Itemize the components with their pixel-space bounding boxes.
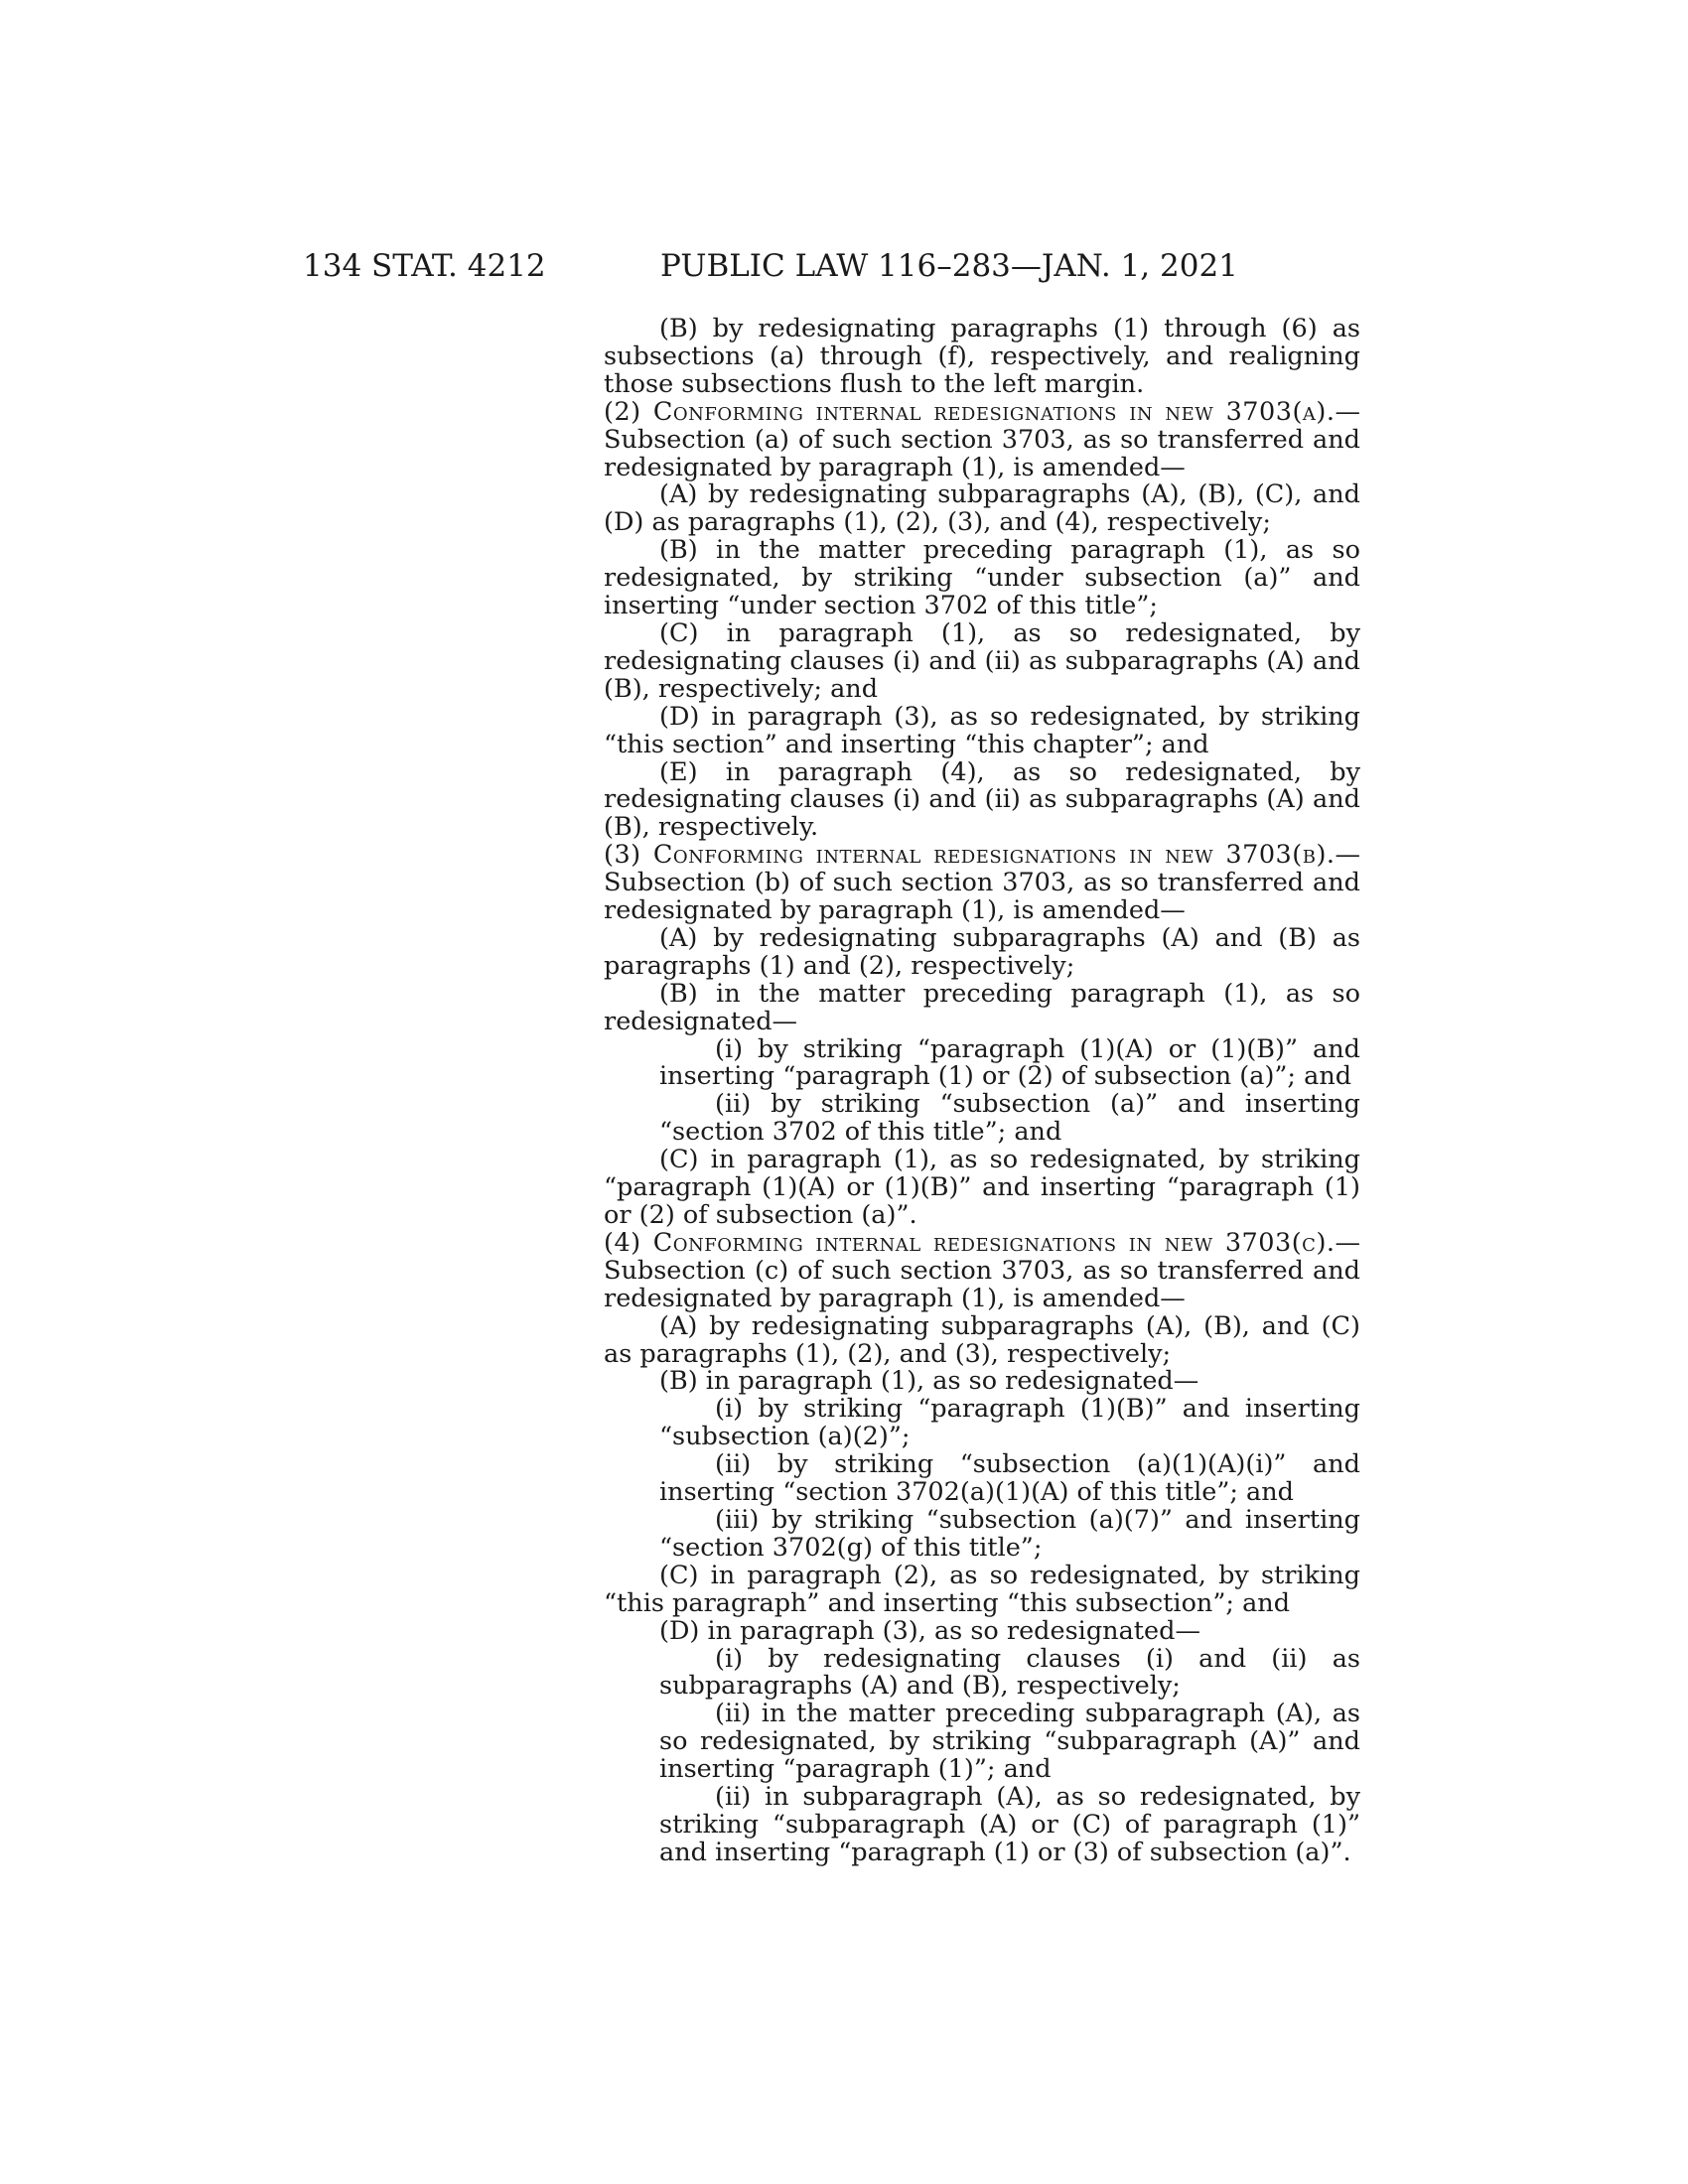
paragraph-text: (A) by redesignating subparagraphs (A), (B), (C), and (D) as paragraphs (1), (2), (3), and (4), respectively; — [604, 479, 1360, 538]
paragraph-text: (C) in paragraph (1), as so redesignated, by striking “paragraph (1)(A) or (1)(B)” and inserting “paragraph (1) or (2) of subsection (a)”. — [604, 1145, 1360, 1230]
clause-paragraph — [548, 978, 1360, 1036]
clause-paragraph — [548, 756, 1360, 843]
clause-paragraph — [548, 1368, 1360, 1396]
clause-paragraph — [548, 481, 1360, 537]
clause-paragraph — [548, 1091, 1360, 1147]
statute-page-number: 134 STAT. 4212 — [303, 248, 546, 284]
clause-paragraph — [548, 1643, 1360, 1702]
paragraph-text: (i) by striking “paragraph (1)(B)” and inserting “subsection (a)(2)”; — [659, 1394, 1360, 1452]
clause-paragraph — [548, 701, 1360, 759]
clause-paragraph — [548, 316, 1360, 399]
paragraph-text: (A) by redesignating subparagraphs (A) and (B) as paragraphs (1) and (2), respectively; — [604, 922, 1360, 981]
public-law-title: PUBLIC LAW 116–283—JAN. 1, 2021 — [660, 248, 1238, 284]
clause-paragraph — [548, 1504, 1360, 1563]
clause-paragraph — [548, 1784, 1360, 1867]
clause-paragraph — [548, 617, 1360, 704]
paragraph-text: (E) in paragraph (4), as so redesignated, by redesignating clauses (i) and (ii) as subparagraphs (A) and (B), respectively. — [604, 756, 1360, 843]
clause-paragraph — [548, 1310, 1360, 1369]
paragraph-text: (iii) by striking “subsection (a)(7)” and inserting “section 3702(g) of this title”; — [659, 1504, 1360, 1563]
section-paragraph — [548, 842, 1360, 925]
section-paragraph — [548, 1227, 1360, 1313]
paragraph-text: (B) in paragraph (1), as so redesignated— — [659, 1366, 1199, 1397]
clause-paragraph — [548, 1615, 1360, 1646]
paragraph-text: (A) by redesignating subparagraphs (A), (B), and (C) as paragraphs (1), (2), and (3), respectively; — [604, 1310, 1360, 1369]
paragraph-text: —Subsection (c) of such section 3703, as so transferred and redesignated by paragraph (1), is amended— — [604, 1227, 1360, 1313]
clause-paragraph — [548, 1033, 1360, 1092]
clause-paragraph — [548, 537, 1360, 620]
clause-paragraph — [548, 1396, 1360, 1451]
clause-paragraph — [548, 1147, 1360, 1230]
document-body — [548, 316, 1360, 1867]
paragraph-text: (B) in the matter preceding paragraph (1), as so redesignated— — [604, 978, 1360, 1036]
paragraph-heading: (3) Conforming internal redesignations in new 3703(b). — [604, 840, 1336, 871]
paragraph-text: (C) in paragraph (2), as so redesignated, by striking “this paragraph” and inserting “this subsection”; and — [604, 1560, 1360, 1618]
paragraph-text: —Subsection (a) of such section 3703, as so transferred and redesignated by paragraph (1), is amended— — [604, 396, 1360, 482]
paragraph-text: (i) by redesignating clauses (i) and (ii) as subparagraphs (A) and (B), respectively; — [659, 1643, 1360, 1702]
clause-paragraph — [548, 1560, 1360, 1618]
paragraph-text: (C) in paragraph (1), as so redesignated, by redesignating clauses (i) and (ii) as subparagraphs (A) and (B), respectively; and — [604, 617, 1360, 704]
paragraph-text: (B) by redesignating paragraphs (1) through (6) as subsections (a) through (f), respectively, and realigning those subsections flush to the left margin. — [604, 314, 1360, 399]
paragraph-heading: (4) Conforming internal redesignations in new 3703(c). — [604, 1227, 1336, 1258]
paragraph-heading: (2) Conforming internal redesignations in new 3703(a). — [604, 396, 1336, 427]
paragraph-text: (i) by striking “paragraph (1)(A) or (1)(B)” and inserting “paragraph (1) or (2) of subsection (a)”; and — [659, 1033, 1360, 1092]
paragraph-text: (ii) by striking “subsection (a)(1)(A)(i)” and inserting “section 3702(a)(1)(A) of this title”; and — [659, 1449, 1360, 1508]
paragraph-text: (D) in paragraph (3), as so redesignated— — [659, 1615, 1200, 1646]
paragraph-text: (ii) in subparagraph (A), as so redesignated, by striking “subparagraph (A) or (C) of paragraph (1)” and inserting “paragraph (1) or (3) of subsection (a)”. — [659, 1782, 1360, 1867]
section-paragraph — [548, 396, 1360, 482]
paragraph-text: (ii) by striking “subsection (a)” and inserting “section 3702 of this title”; and — [659, 1089, 1360, 1148]
paragraph-text: (B) in the matter preceding paragraph (1), as so redesignated, by striking “under subsection (a)” and inserting “under section 3702 of this title”; — [604, 535, 1360, 621]
clause-paragraph — [548, 1701, 1360, 1784]
paragraph-text: (D) in paragraph (3), as so redesignated, by striking “this section” and inserting “this chapter”; and — [604, 701, 1360, 759]
paragraph-text: (ii) in the matter preceding subparagraph (A), as so redesignated, by striking “subparagraph (A)” and inserting “paragraph (1)”; and — [659, 1699, 1360, 1785]
paragraph-text: —Subsection (b) of such section 3703, as so transferred and redesignated by paragraph (1), is amended— — [604, 840, 1360, 926]
clause-paragraph — [548, 1451, 1360, 1507]
clause-paragraph — [548, 922, 1360, 981]
